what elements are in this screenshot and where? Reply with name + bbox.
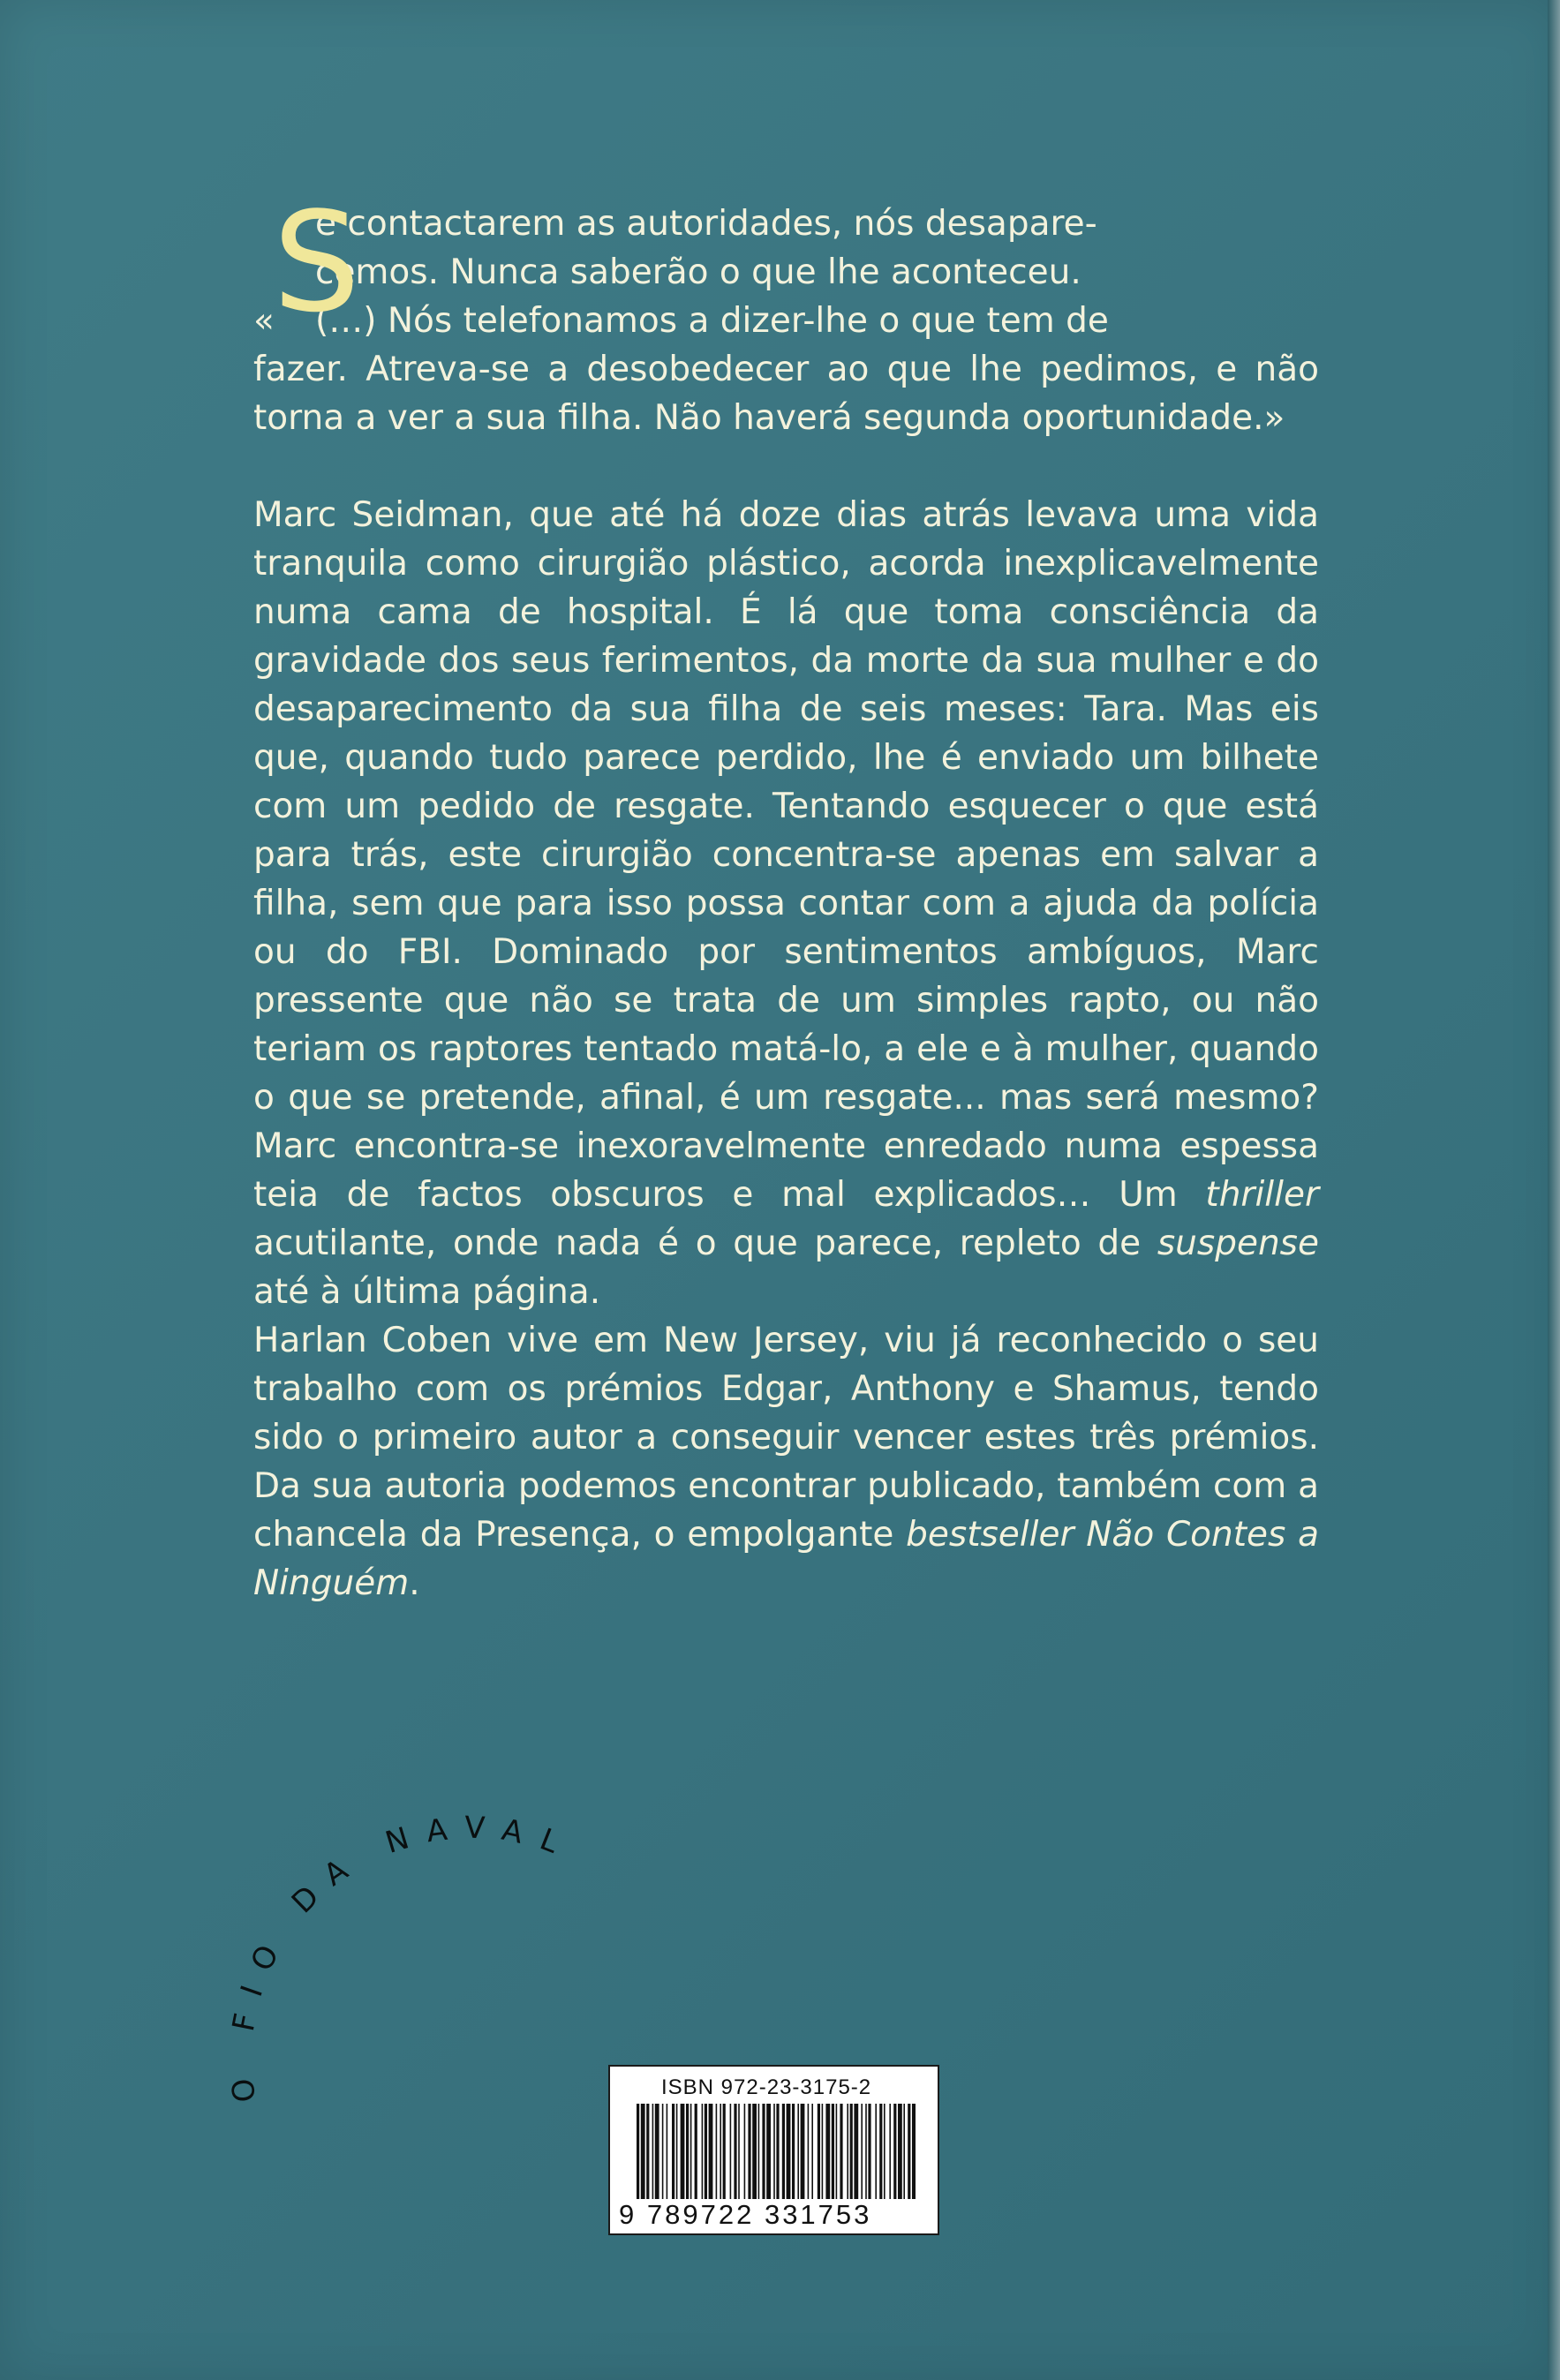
- barcode-bar: [676, 2104, 678, 2199]
- barcode-bar: [709, 2104, 713, 2199]
- barcode-bar: [875, 2104, 877, 2199]
- barcode-bar: [646, 2104, 649, 2199]
- barcode-bar: [840, 2104, 842, 2199]
- barcode-bar: [884, 2104, 886, 2199]
- barcode-bar: [690, 2104, 692, 2199]
- barcode-bar: [811, 2104, 813, 2199]
- barcode-bar: [912, 2104, 916, 2199]
- barcode-bar: [908, 2104, 910, 2199]
- barcode-bar: [776, 2104, 779, 2199]
- series-logo-arc: [106, 1810, 565, 2163]
- barcode-bar: [822, 2104, 824, 2199]
- author-paragraph: Harlan Coben vive em New Jersey, viu já reconhecido o seu trabalho com os prémios Edgar, Anthony e Shamus, tendo sido o primeiro autor a conseguir vencer estes três prémios. Da sua autoria podemos encontrar publicado, também com a chancela da Presença, o empolgante bestseller Não Contes a Ninguém.: [253, 1321, 1320, 1603]
- barcode-bar: [702, 2104, 704, 2199]
- barcode-bar: [758, 2104, 760, 2199]
- barcode-bar: [865, 2104, 867, 2199]
- barcode-bar: [836, 2104, 838, 2199]
- ean-digits: 9 789722 331753: [619, 2199, 872, 2230]
- barcode-bar: [782, 2104, 785, 2199]
- barcode-bar: [637, 2104, 639, 2199]
- barcode-bar: [744, 2104, 746, 2199]
- cover-edge: [1548, 0, 1560, 2380]
- barcode-bar: [766, 2104, 771, 2199]
- opening-guillemet: «: [253, 301, 275, 341]
- barcode-bar: [903, 2104, 905, 2199]
- barcode-bar: [818, 2104, 820, 2199]
- barcode-bar: [787, 2104, 791, 2199]
- barcode-bar: [720, 2104, 721, 2199]
- barcode-bar: [773, 2104, 775, 2199]
- barcode-bar: [655, 2104, 659, 2199]
- barcode-bar: [797, 2104, 799, 2199]
- barcode-bar: [705, 2104, 707, 2199]
- barcode-bar: [808, 2104, 810, 2199]
- barcode-bar: [652, 2104, 654, 2199]
- quote-line-2: cemos. Nunca saberão o que lhe aconteceu.: [315, 252, 1081, 292]
- quote-rest: fazer. Atreva-se a desobedecer ao que lhe pedimos, e não torna a ver a sua filha. Não haverá segunda oportunidade.»: [253, 350, 1319, 438]
- barcode-bar: [723, 2104, 726, 2199]
- barcode-bar: [847, 2104, 848, 2199]
- barcode-bar: [898, 2104, 902, 2199]
- barcode-bar: [792, 2104, 795, 2199]
- barcode-bar: [832, 2104, 834, 2199]
- barcode-bar: [667, 2104, 668, 2199]
- barcode-bar: [681, 2104, 685, 2199]
- barcode-bar: [801, 2104, 805, 2199]
- barcode-bar: [662, 2104, 664, 2199]
- blurb-text: [253, 182, 1320, 1608]
- barcode-bar: [868, 2104, 870, 2199]
- barcode-bar: [893, 2104, 896, 2199]
- barcode-bar: [825, 2104, 830, 2199]
- barcode-bar: [730, 2104, 732, 2199]
- barcode-bar: [738, 2104, 740, 2199]
- barcode-bar: [686, 2104, 689, 2199]
- barcode-bar: [879, 2104, 882, 2199]
- barcode-bar: [695, 2104, 697, 2199]
- barcode-bar: [672, 2104, 674, 2199]
- series-logo: [106, 1810, 565, 2163]
- barcode-bar: [762, 2104, 765, 2199]
- barcode-bar: [854, 2104, 858, 2199]
- quote-line-3: (…) Nós telefonamos a dizer-lhe o que tem de: [315, 301, 1109, 341]
- barcode-bar: [752, 2104, 757, 2199]
- quote-line-1: e contactarem as autoridades, nós desapare-: [315, 204, 1097, 244]
- drop-cap: S: [273, 182, 361, 343]
- opening-quote: [253, 182, 1319, 442]
- synopsis-paragraph: Marc Seidman, que até há doze dias atrás levava uma vida tranquila como cirurgião plástico, acorda inexplicavelmente numa cama de hospital. É lá que toma consciência da gravidade dos seus ferimentos, da morte da sua mulher e do desaparecimento da sua filha de seis meses: Tara. Mas eis que, quando tudo parece perdido, lhe é enviado um bilhete com um pedido de resgate. Tentando esquecer o que está para trás, este cirurgião concentra-se apenas em salvar a filha, sem que para isso possa contar com a ajuda da polícia ou do FBI. Dominado por sentimentos ambíguos, Marc pressente que não se trata de um simples rapto, ou não teriam os raptores tentado matá-lo, a ele e à mulher, quando o que se pretende, afinal, é um resgate... mas será mesmo? Marc encontra-se inexoravelmente enredado numa espessa teia de factos obscuros e mal explicados… Um thriller acutilante, onde nada é o que parece, repleto de suspense até à última página.: [253, 495, 1319, 1312]
- isbn-number: ISBN 972-23-3175-2: [661, 2075, 872, 2099]
- isbn-barcode: [608, 2065, 939, 2235]
- barcode-bar: [889, 2104, 891, 2199]
- barcode-bar: [716, 2104, 718, 2199]
- barcode-bars: [633, 2104, 916, 2201]
- barcode-bar: [734, 2104, 736, 2199]
- barcode-bar: [748, 2104, 750, 2199]
- barcode-bar: [850, 2104, 853, 2199]
- barcode-bar: [861, 2104, 863, 2199]
- series-name: O FIO DA NAVA: [223, 1810, 544, 2105]
- barcode-bar: [641, 2104, 645, 2199]
